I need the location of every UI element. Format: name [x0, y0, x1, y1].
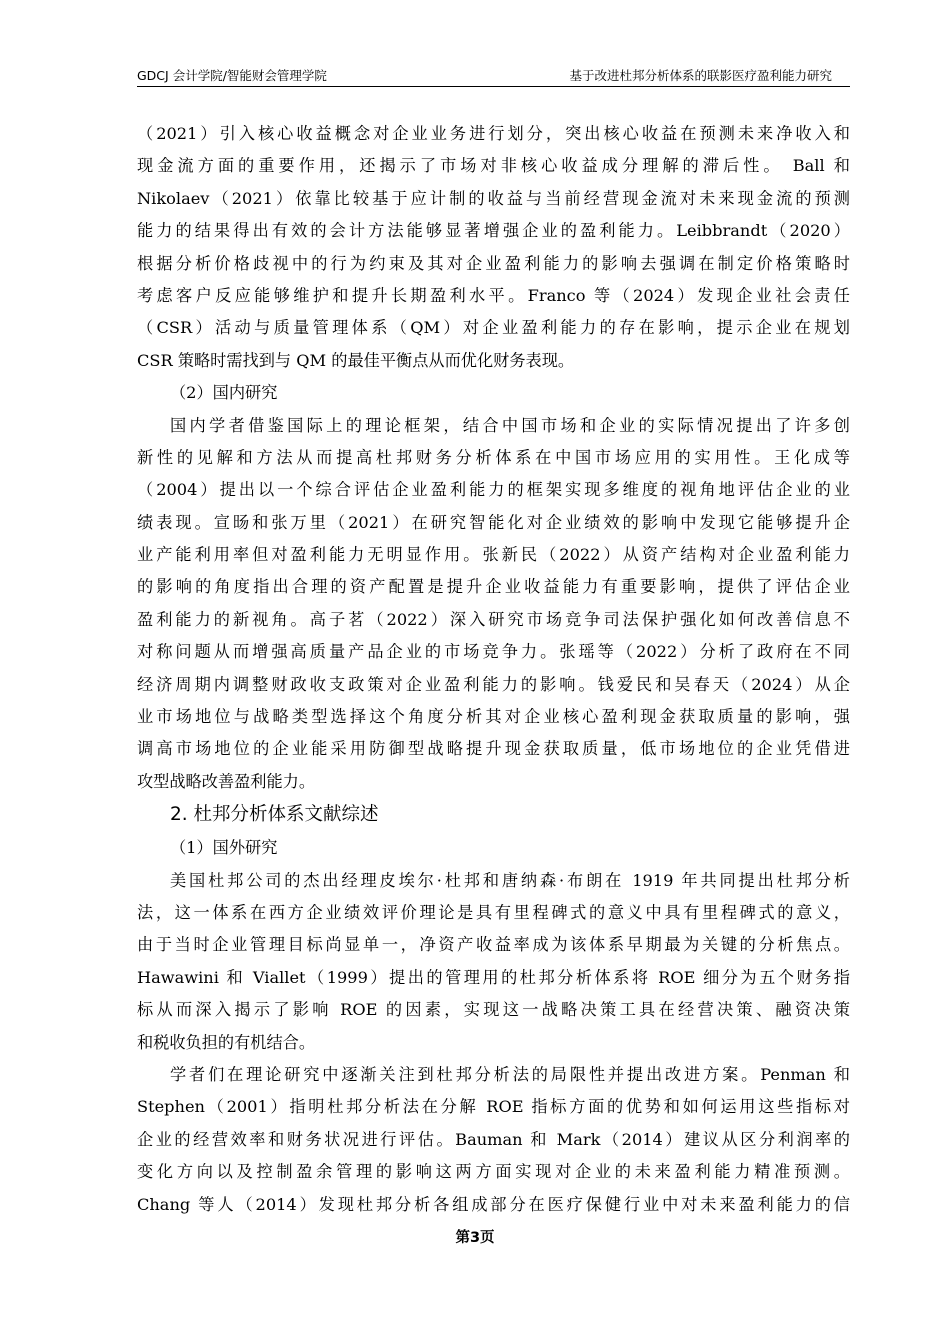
text-line: 的影响的角度指出合理的资产配置是提升企业收益能力有重要影响，提供了评估企业 [137, 577, 850, 597]
header-thesis-title: 基于改进杜邦分析体系的联影医疗盈利能力研究 [569, 68, 832, 83]
text-line: 变化方向以及控制盈余管理的影响这两方面实现对企业的未来盈利能力精准预测。 [137, 1162, 850, 1182]
paragraph-dupont-improvements [137, 1059, 850, 1221]
text-line: 能力的结果得出有效的会计方法能够显著增强企业的盈利能力。Leibbrandt（2020） [137, 221, 850, 241]
header-institution: GDCJ 会计学院/智能财会管理学院 [137, 68, 327, 83]
text-line: 和税收负担的有机结合。 [137, 1032, 316, 1052]
section-heading-dupont-review: 2. 杜邦分析体系文献综述 [170, 804, 379, 826]
text-line: 由于当时企业管理目标尚显单一，净资产收益率成为该体系早期最为关键的分析焦点。 [137, 935, 850, 955]
text-line: （2021）引入核心收益概念对企业业务进行划分，突出核心收益在预测未来净收入和 [137, 124, 850, 143]
text-line: 学者们在理论研究中逐渐关注到杜邦分析法的局限性并提出改进方案。Penman 和 [170, 1064, 850, 1084]
text-line: 业市场地位与战略类型选择这个角度分析其对企业核心盈利现金获取质量的影响，强 [137, 707, 850, 727]
text-line: Chang 等人（2014）发现杜邦分析各组成部分在医疗保健行业中对未来盈利能力的信 [137, 1194, 850, 1214]
text-line: （2004）提出以一个综合评估企业盈利能力的框架实现多维度的视角地评估企业的业 [137, 480, 850, 500]
body-text [137, 118, 850, 1221]
text-line: 国内学者借鉴国际上的理论框架，结合中国市场和企业的实际情况提出了许多创 [170, 415, 850, 435]
page-number: 第3页 [455, 1230, 495, 1246]
paragraph-foreign-research-continued [137, 118, 850, 377]
text-line: Hawawini 和 Viallet（1999）提出的管理用的杜邦分析体系将 ROE 细分为五个财务指 [137, 967, 850, 987]
text-line: 经济周期内调整财政收支政策对企业盈利能力的影响。钱爱民和吴春天（2024）从企 [137, 674, 850, 694]
text-line: 攻型战略改善盈利能力。 [137, 771, 316, 791]
text-line: 新性的见解和方法从而提高杜邦财务分析体系在中国市场应用的实用性。王化成等 [137, 447, 850, 467]
text-line: 企业的经营效率和财务状况进行评估。Bauman 和 Mark（2014）建议从区分利润率的 [137, 1129, 850, 1149]
text-line: 调高市场地位的企业能采用防御型战略提升现金获取质量，低市场地位的企业凭借进 [137, 739, 850, 759]
text-line: 现金流方面的重要作用，还揭示了市场对非核心收益成分理解的滞后性。 Ball 和 [137, 156, 850, 176]
page-header [137, 66, 850, 87]
text-line: Nikolaev（2021）依靠比较基于应计制的收益与当前经营现金流对未来现金流的预测 [137, 188, 850, 208]
text-line: 标从而深入揭示了影响 ROE 的因素，实现这一战略决策工具在经营决策、融资决策 [137, 1000, 850, 1020]
subheading-domestic-research: （2）国内研究 [170, 383, 278, 403]
paragraph-domestic-research [137, 410, 850, 799]
text-line: Stephen（2001）指明杜邦分析法在分解 ROE 指标方面的优势和如何运用这些指标对 [137, 1097, 850, 1117]
text-line: 根据分析价格歧视中的行为约束及其对企业盈利能力的影响去强调在制定价格策略时 [137, 253, 850, 273]
text-line: 业产能利用率但对盈利能力无明显作用。张新民（2022）从资产结构对企业盈利能力 [137, 545, 850, 565]
text-line: 对称问题从而增强高质量产品企业的市场竞争力。张瑶等（2022）分析了政府在不同 [137, 642, 850, 662]
text-line: 盈利能力的新视角。高子茗（2022）深入研究市场竞争司法保护强化如何改善信息不 [137, 609, 850, 629]
text-line: （CSR）活动与质量管理体系（QM）对企业盈利能力的存在影响，提示企业在规划 [137, 318, 850, 338]
text-line: 绩表现。宣旸和张万里（2021）在研究智能化对企业绩效的影响中发现它能够提升企 [137, 512, 850, 532]
text-line: 考虑客户反应能够维护和提升长期盈利水平。Franco 等（2024）发现企业社会责任 [137, 285, 850, 305]
subheading-foreign-research: （1）国外研究 [170, 838, 278, 858]
text-line: CSR 策略时需找到与 QM 的最佳平衡点从而优化财务表现。 [137, 350, 575, 370]
paragraph-dupont-history [137, 865, 850, 1059]
text-line: 法，这一体系在西方企业绩效评价理论是具有里程碑式的意义中具有里程碑式的意义， [137, 902, 850, 922]
text-line: 美国杜邦公司的杰出经理皮埃尔·杜邦和唐纳森·布朗在 1919 年共同提出杜邦分析 [170, 870, 850, 890]
